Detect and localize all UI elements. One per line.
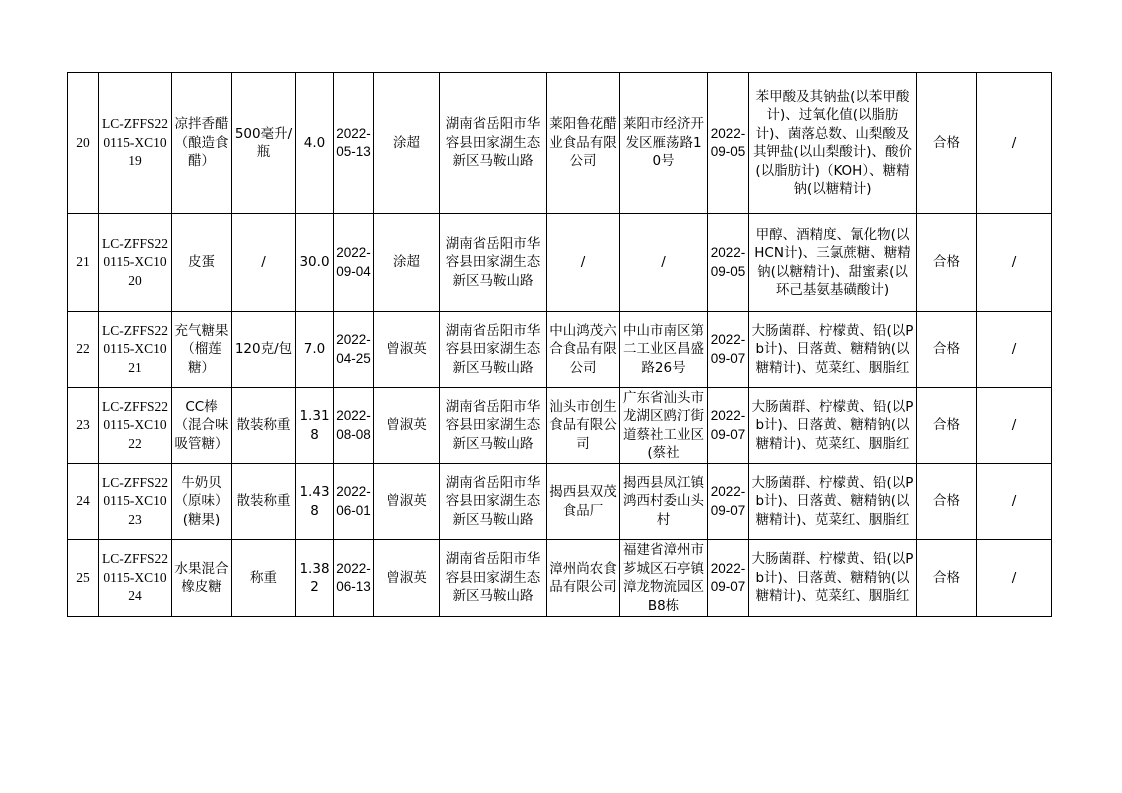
producer-address-text: 广东省汕头市龙湖区鸥汀街道蔡社工业区(蔡社: [623, 389, 704, 461]
test-date: 2022-09-07: [708, 312, 749, 388]
remark: /: [977, 312, 1052, 388]
table-row: [68, 214, 1052, 312]
test-items: 大肠菌群、柠檬黄、铅(以Pb计)、日落黄、糖精钠(以糖精计)、苋菜红、胭脂红: [749, 464, 917, 540]
sample-name: 凉拌香醋（酿造食醋）: [172, 73, 232, 214]
sample-spec: 称重: [232, 540, 296, 617]
sampling-location: 湖南省岳阳市华容县田家湖生态新区马鞍山路: [440, 540, 547, 617]
sample-amount: 1.438: [296, 464, 334, 540]
sampled-vendor: 曾淑英: [374, 540, 440, 617]
remark: /: [977, 464, 1052, 540]
test-date: 2022-09-07: [708, 388, 749, 464]
sampling-date: 2022-04-25: [334, 312, 374, 388]
sampled-vendor: 曾淑英: [374, 388, 440, 464]
test-items: 大肠菌群、柠檬黄、铅(以Pb计)、日落黄、糖精钠(以糖精计)、苋菜红、胭脂红: [749, 540, 917, 617]
producer-address: 莱阳市经济开发区雁荡路10号: [620, 73, 708, 214]
sample-amount: 7.0: [296, 312, 334, 388]
sample-code: LC-ZFFS220115-XC1024: [99, 540, 172, 617]
sample-spec: 500毫升/瓶: [232, 73, 296, 214]
sampling-date: 2022-08-08: [334, 388, 374, 464]
sampling-date: 2022-05-13: [334, 73, 374, 214]
remark: /: [977, 388, 1052, 464]
sampling-location: 湖南省岳阳市华容县田家湖生态新区马鞍山路: [440, 214, 547, 312]
test-result: 合格: [917, 540, 977, 617]
sample-code: LC-ZFFS220115-XC1019: [99, 73, 172, 214]
sampled-vendor: 涂超: [374, 214, 440, 312]
row-index: 23: [68, 388, 99, 464]
producer-address: 揭西县凤江镇鸿西村委山头村: [620, 464, 708, 540]
sample-spec: 散装称重: [232, 388, 296, 464]
sample-amount: 1.318: [296, 388, 334, 464]
producer-address: [620, 540, 708, 617]
sampling-location: 湖南省岳阳市华容县田家湖生态新区马鞍山路: [440, 312, 547, 388]
row-index: 21: [68, 214, 99, 312]
remark: /: [977, 540, 1052, 617]
test-result: 合格: [917, 312, 977, 388]
test-result: 合格: [917, 73, 977, 214]
producer-address-text: 福建省漳州市芗城区石亭镇漳龙物流园区B8栋: [623, 542, 704, 614]
row-index: 22: [68, 312, 99, 388]
table-row: [68, 540, 1052, 617]
remark: /: [977, 73, 1052, 214]
sample-amount: 30.0: [296, 214, 334, 312]
sample-spec: /: [232, 214, 296, 312]
producer-name: 莱阳鲁花醋业食品有限公司: [547, 73, 620, 214]
inspection-results-table: [67, 72, 1052, 617]
sampled-vendor: 涂超: [374, 73, 440, 214]
sampled-vendor: 曾淑英: [374, 312, 440, 388]
sample-name: 充气糖果（榴莲糖）: [172, 312, 232, 388]
sampling-date: 2022-06-01: [334, 464, 374, 540]
sample-code: LC-ZFFS220115-XC1022: [99, 388, 172, 464]
sample-spec: 散装称重: [232, 464, 296, 540]
table-row: [68, 73, 1052, 214]
producer-address: /: [620, 214, 708, 312]
producer-name: 汕头市创生食品有限公司: [547, 388, 620, 464]
test-items: 大肠菌群、柠檬黄、铅(以Pb计)、日落黄、糖精钠(以糖精计)、苋菜红、胭脂红: [749, 312, 917, 388]
producer-name: 中山鸿茂六合食品有限公司: [547, 312, 620, 388]
producer-address: 中山市南区第二工业区昌盛路26号: [620, 312, 708, 388]
sampling-location: 湖南省岳阳市华容县田家湖生态新区马鞍山路: [440, 73, 547, 214]
sample-name: CC棒（混合味吸管糖）: [172, 388, 232, 464]
remark: /: [977, 214, 1052, 312]
test-items: 苯甲酸及其钠盐(以苯甲酸计)、过氧化值(以脂肪计)、菌落总数、山梨酸及其钾盐(以山梨酸计)、酸价(以脂肪计)（KOH）、糖精钠(以糖精计): [749, 73, 917, 214]
row-index: 24: [68, 464, 99, 540]
test-items: 甲醇、酒精度、氰化物(以HCN计)、三氯蔗糖、糖精钠(以糖精计)、甜蜜素(以环己基氨基磺酸计): [749, 214, 917, 312]
producer-name: 揭西县双茂食品厂: [547, 464, 620, 540]
sample-name: 水果混合橡皮糖: [172, 540, 232, 617]
sample-code: LC-ZFFS220115-XC1023: [99, 464, 172, 540]
producer-name: /: [547, 214, 620, 312]
test-items: 大肠菌群、柠檬黄、铅(以Pb计)、日落黄、糖精钠(以糖精计)、苋菜红、胭脂红: [749, 388, 917, 464]
test-date: 2022-09-05: [708, 73, 749, 214]
test-result: 合格: [917, 464, 977, 540]
test-date: 2022-09-05: [708, 214, 749, 312]
test-date: 2022-09-07: [708, 464, 749, 540]
table-row: [68, 312, 1052, 388]
sampling-date: 2022-06-13: [334, 540, 374, 617]
sampling-location: 湖南省岳阳市华容县田家湖生态新区马鞍山路: [440, 464, 547, 540]
sample-code: LC-ZFFS220115-XC1020: [99, 214, 172, 312]
sampling-location: 湖南省岳阳市华容县田家湖生态新区马鞍山路: [440, 388, 547, 464]
sample-spec: 120克/包: [232, 312, 296, 388]
sample-amount: 1.382: [296, 540, 334, 617]
sample-amount: 4.0: [296, 73, 334, 214]
test-date: 2022-09-07: [708, 540, 749, 617]
test-result: 合格: [917, 388, 977, 464]
sample-name: 牛奶贝（原味）(糖果): [172, 464, 232, 540]
sampled-vendor: 曾淑英: [374, 464, 440, 540]
producer-name: 漳州尚农食品有限公司: [547, 540, 620, 617]
sampling-date: 2022-09-04: [334, 214, 374, 312]
producer-address: [620, 388, 708, 464]
test-result: 合格: [917, 214, 977, 312]
row-index: 20: [68, 73, 99, 214]
table-row: [68, 388, 1052, 464]
sample-name: 皮蛋: [172, 214, 232, 312]
sample-code: LC-ZFFS220115-XC1021: [99, 312, 172, 388]
table-row: [68, 464, 1052, 540]
row-index: 25: [68, 540, 99, 617]
table-body: [68, 73, 1052, 617]
